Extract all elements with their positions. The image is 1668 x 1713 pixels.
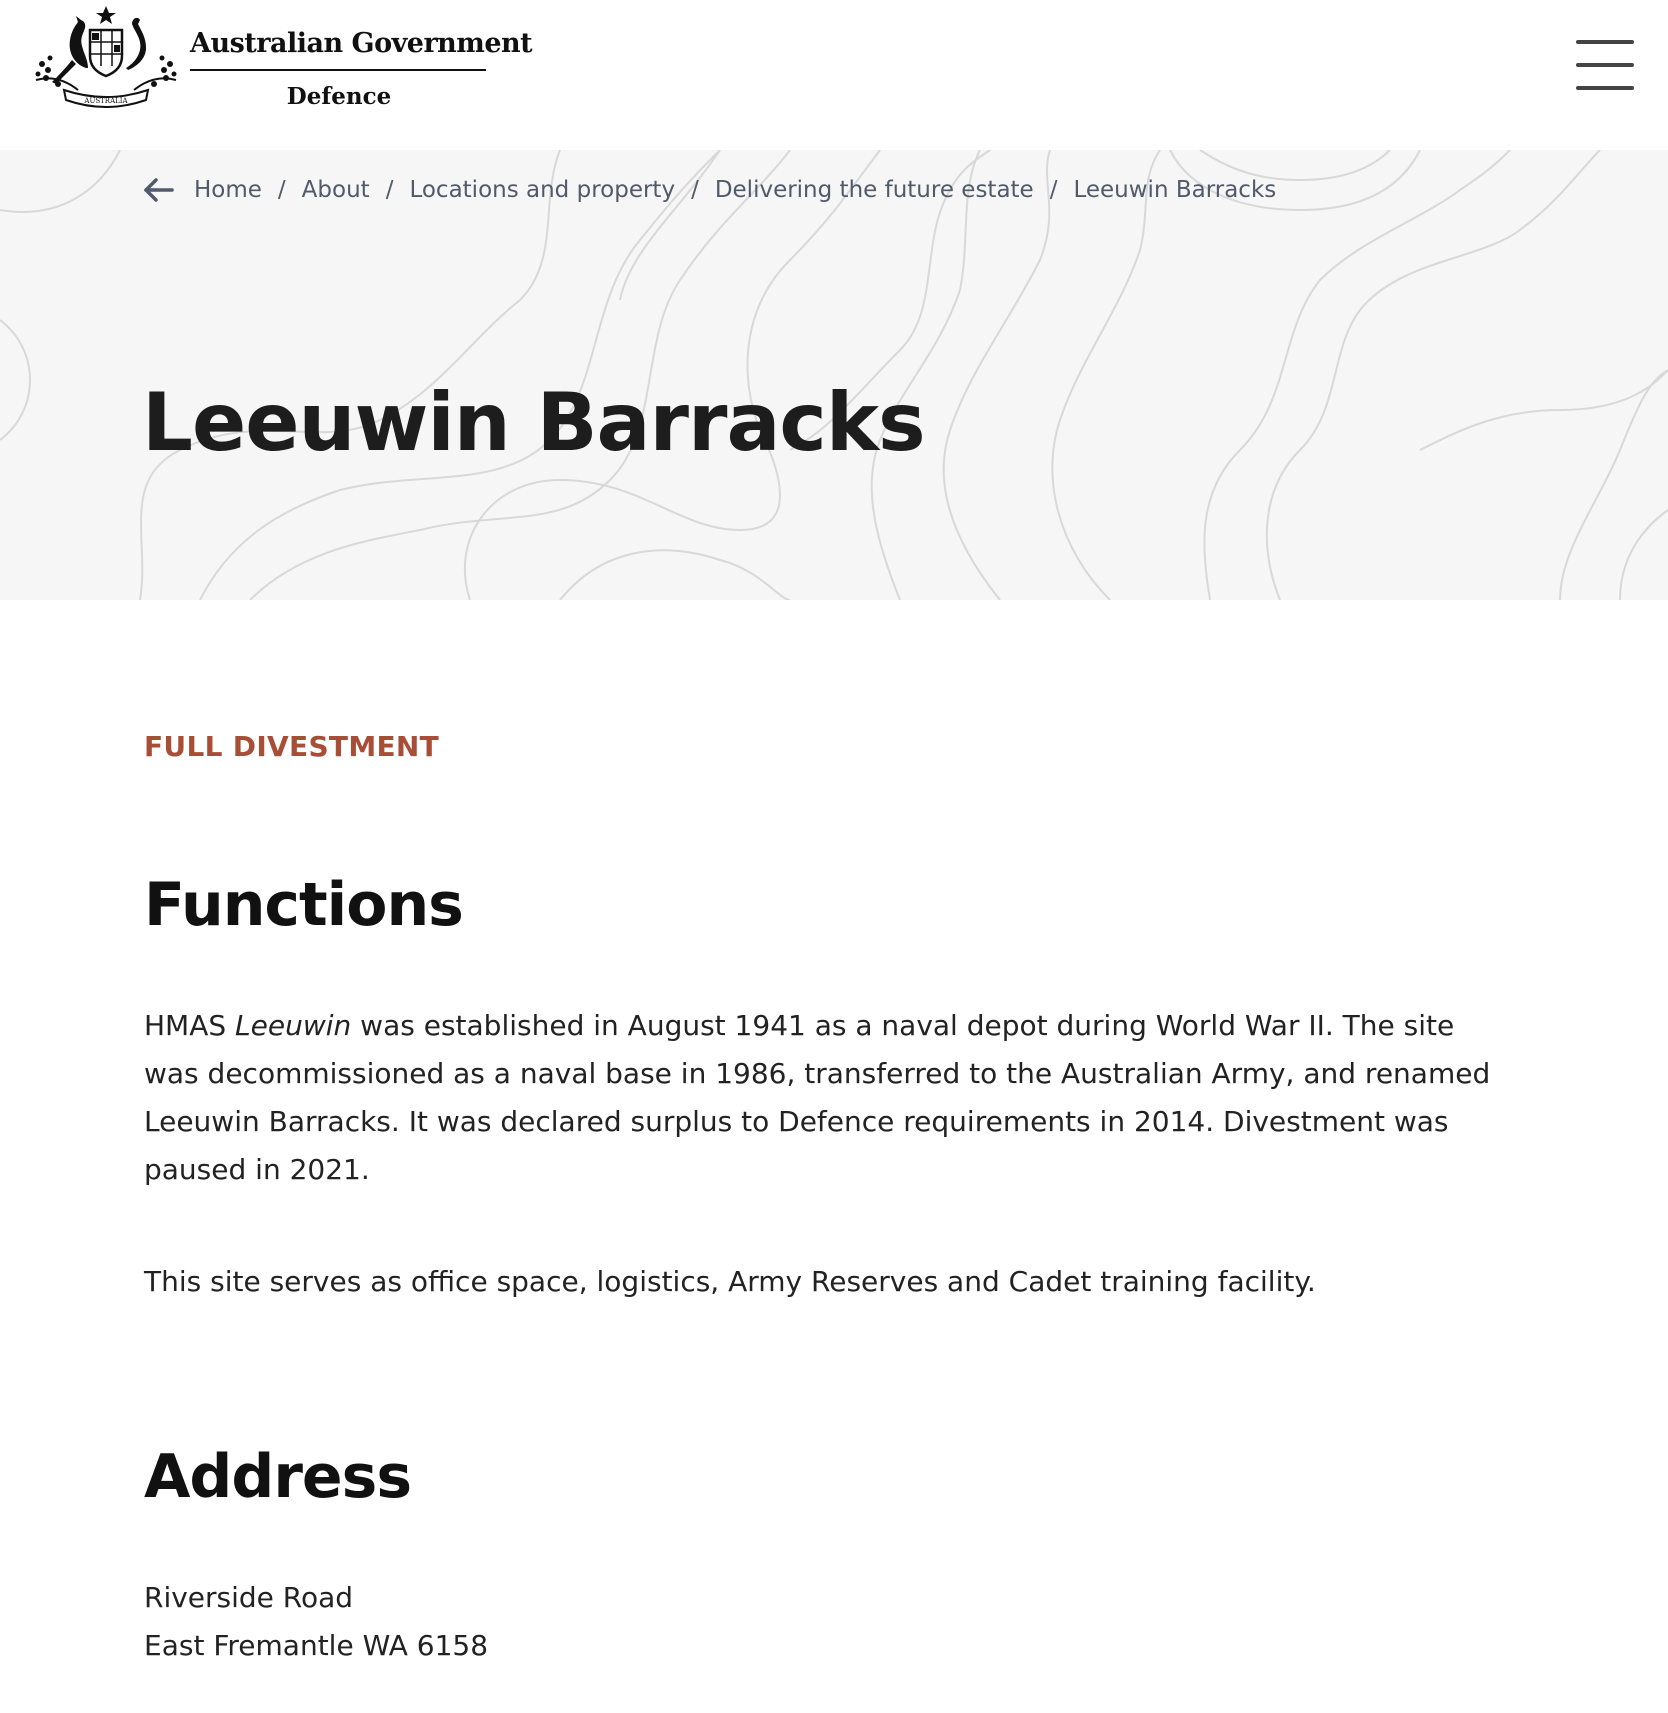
home-logo-link[interactable] [0, 0, 533, 130]
page-title: Leeuwin Barracks [142, 376, 925, 469]
menu-line [1576, 86, 1634, 90]
breadcrumb-about[interactable]: About [301, 177, 370, 203]
address-street: Riverside Road [144, 1581, 354, 1614]
coat-of-arms-logo [28, 4, 184, 118]
address-block [144, 1574, 488, 1670]
arrow-left-icon[interactable] [142, 176, 176, 204]
government-name: Australian Government [190, 28, 533, 59]
status-label: FULL DIVESTMENT [144, 730, 440, 763]
breadcrumb-separator: / [691, 177, 699, 203]
topographic-background [0, 150, 1668, 600]
breadcrumb-separator: / [277, 177, 286, 203]
functions-paragraph [144, 1002, 1494, 1194]
menu-line [1576, 40, 1634, 44]
breadcrumb-separator: / [1049, 177, 1058, 203]
government-wordmark [190, 28, 533, 110]
text-prefix: HMAS [144, 1009, 236, 1042]
department-name: Defence [286, 83, 392, 110]
breadcrumb-current: Leeuwin Barracks [1073, 177, 1277, 203]
functions-heading: Functions [144, 870, 463, 940]
site-header [0, 0, 1668, 150]
hamburger-menu-icon[interactable] [1572, 38, 1636, 96]
address-locality: East Fremantle WA 6158 [144, 1629, 489, 1662]
text-suffix: was established in August 1941 as a naval depot during World War II. The site was decommissioned as a naval base in 1986, transferred to the Australian Army, and renamed Leeuwin Barracks. It was declared surplus to Defence requirements in 2014. Divestment was paused in 2021. [144, 1009, 1491, 1186]
breadcrumb-separator: / [385, 177, 394, 203]
wordmark-divider [190, 69, 486, 71]
breadcrumb-delivering-future-estate[interactable]: Delivering the future estate [714, 177, 1034, 203]
breadcrumb [142, 176, 1276, 204]
menu-line [1576, 63, 1634, 67]
site-use-paragraph: This site serves as office space, logistics, Army Reserves and Cadet training facility. [144, 1265, 1316, 1298]
address-heading: Address [144, 1442, 412, 1512]
breadcrumb-locations-and-property[interactable]: Locations and property [409, 177, 676, 203]
crest-motto: AUSTRALIA [84, 97, 128, 105]
ship-name: Leeuwin [235, 1009, 352, 1042]
breadcrumb-home[interactable]: Home [194, 177, 262, 203]
page-hero [0, 150, 1668, 600]
